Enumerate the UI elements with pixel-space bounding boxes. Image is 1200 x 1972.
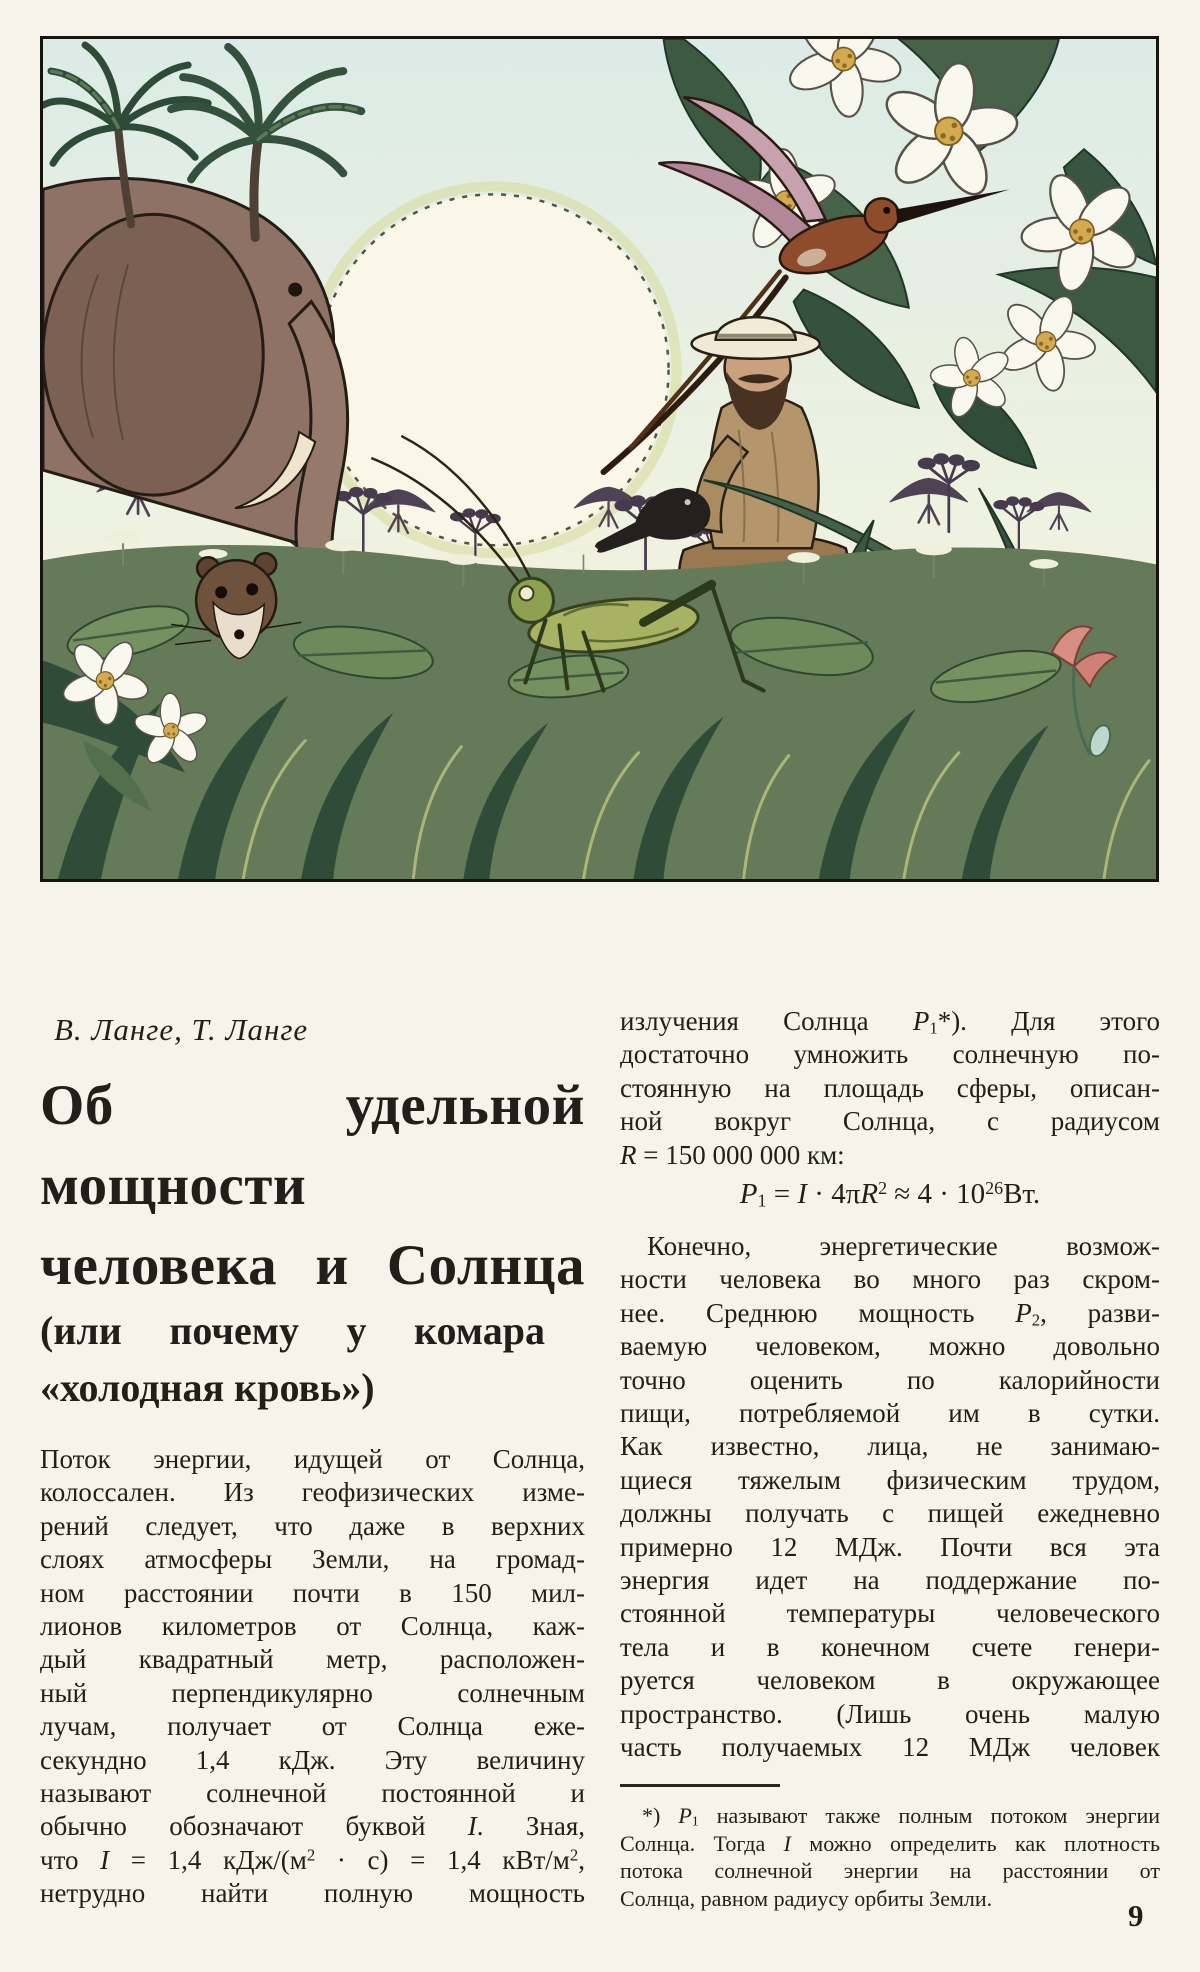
text-line: лионов километров от Солнца, каж- <box>40 1611 585 1642</box>
text-line: что I = 1,4 кДж/$(м^2 \cdot с) = 1,4$ кВт/$м^2$, <box>40 1844 585 1875</box>
text-line: нетрудно найти полную мощность <box>40 1878 585 1909</box>
text-line: обычно обозначают буквой I. Зная, <box>40 1811 585 1842</box>
text-line: часть получаемых 12 МДж человек <box>620 1732 1160 1763</box>
text-line: руется человеком в окружающее <box>620 1665 1160 1696</box>
text-line: рений следует, что даже в верхних <box>40 1510 585 1541</box>
text-line: Как известно, лица, не занимаю- <box>620 1431 1160 1462</box>
text-line: ном расстоянии почти в 150 мил- <box>40 1577 585 1608</box>
page-number: 9 <box>1128 1898 1144 1933</box>
text-line: R = 150 000 000 км: <box>620 1139 845 1170</box>
text-line: Солнца, равном радиусу орбиты Земли. <box>620 1885 993 1911</box>
text-line: мощности <box>40 1154 307 1217</box>
text-line: Солнца. Тогда I можно определить как плотность <box>620 1830 1160 1856</box>
footnote-rule <box>620 1784 780 1787</box>
text-line: называют солнечной постоянной и <box>40 1778 585 1809</box>
author-line: В. Ланге, Т. Ланге <box>54 1012 309 1047</box>
text-line: Поток энергии, идущей от Солнца, <box>40 1444 585 1474</box>
text-line: пространство. (Лишь очень малую <box>620 1698 1160 1729</box>
text-line: человека и Солнца <box>40 1234 585 1297</box>
text-line: пищи, потребляемой им в сутки. <box>620 1398 1160 1429</box>
text-line: колоссален. Из геофизических изме- <box>40 1477 585 1508</box>
text-line: ности человека во много раз скром- <box>620 1264 1160 1295</box>
text-line: дый квадратный метр, расположен- <box>40 1644 585 1675</box>
text-line: потока солнечной энергии на расстоянии от <box>620 1858 1160 1883</box>
article-subtitle <box>40 1302 545 1416</box>
text-line: щиеся тяжелым физическим трудом, <box>620 1464 1160 1495</box>
text-line: Об удельной <box>40 1074 585 1137</box>
text-line: стоянную на площадь сферы, описан- <box>620 1072 1160 1103</box>
solar-power-formula: $P_1 = I \cdot 4\pi R^2 \approx 4 \cdot 10^{26}Вт$. <box>739 1178 1041 1211</box>
text-line: «холодная кровь») <box>40 1365 375 1410</box>
text-line: (или почему у комара <box>40 1308 545 1353</box>
article-title <box>40 1066 585 1306</box>
left-column-paragraph <box>40 1443 585 1911</box>
text-line: точно оценить по калорийности <box>620 1364 1160 1395</box>
text-line: примерно 12 МДж. Почти вся эта <box>620 1531 1160 1562</box>
text-line: излучения Солнца $P_1*$). Для этого <box>620 1006 1160 1038</box>
footnote <box>620 1802 1160 1912</box>
text-line: лучам, получает от Солнца еже- <box>40 1711 585 1742</box>
text-line: *) $P_1$ называют также полным потоком энергии <box>620 1803 1161 1829</box>
text-line: тела и в конечном счете генери- <box>620 1631 1160 1662</box>
text-line: стоянной температуры человеческого <box>620 1598 1160 1629</box>
text-line: ваемую человеком, можно довольно <box>620 1331 1160 1362</box>
text-line: достаточно умножить солнечную по- <box>620 1039 1160 1070</box>
jungle-illustration <box>43 39 1156 879</box>
right-column-paragraph-1 <box>620 1005 1160 1172</box>
text-line: ный перпендикулярно солнечным <box>40 1677 585 1708</box>
text-line: Конечно, энергетические возмож- <box>620 1231 1160 1261</box>
text-line: ной вокруг Солнца, с радиусом <box>620 1106 1160 1137</box>
text-line: энергия идет на поддержание по- <box>620 1565 1160 1596</box>
right-column-paragraph-2 <box>620 1230 1160 1765</box>
text-line: секундно 1,4 кДж. Эту величину <box>40 1744 585 1775</box>
text-line: должны получать с пищей ежедневно <box>620 1498 1160 1529</box>
illustration-frame <box>40 36 1159 882</box>
text-line: нее. Среднюю мощность $P_2$, разви- <box>620 1297 1160 1330</box>
text-line: слоях атмосферы Земли, на громад- <box>40 1544 585 1575</box>
